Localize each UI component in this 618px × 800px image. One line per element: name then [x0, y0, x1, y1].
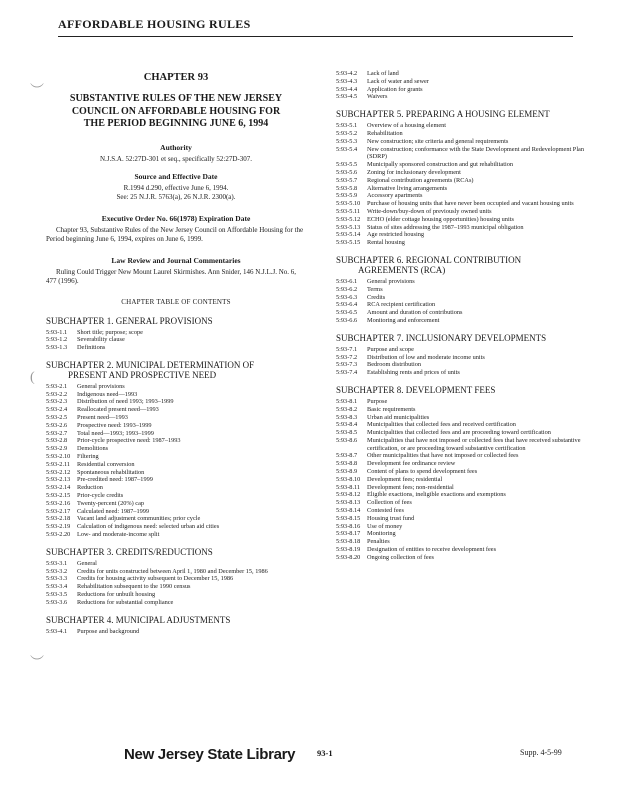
toc-entry [46, 336, 306, 344]
toc-entry [336, 301, 586, 309]
section-title: Indigenous need—1993 [77, 390, 138, 398]
toc-entry [336, 231, 586, 239]
section-title: Amount and duration of contributions [367, 309, 463, 317]
section-number: 5:93-2.14 [46, 484, 71, 492]
section-number: 5:93-8.19 [336, 546, 361, 554]
section-title: Basic requirements [367, 405, 416, 413]
section-title: Distribution of low and moderate income units [367, 353, 485, 361]
source-heading: Source and Effective Date [134, 171, 218, 181]
section-number: 5:93-2.19 [46, 523, 71, 531]
section-number: 5:93-5.8 [336, 184, 358, 192]
section-title: General [77, 559, 97, 567]
law-review-heading: Law Review and Journal Commentaries [111, 255, 241, 265]
toc-entry [46, 344, 306, 352]
section-title: Purpose [367, 397, 388, 405]
section-title: Application for grants [367, 85, 423, 93]
section-number: 5:93-8.1 [336, 397, 358, 405]
section-number: 5:93-2.3 [46, 398, 68, 406]
toc-entry [336, 452, 586, 460]
subchapter-heading: SUBCHAPTER 5. PREPARING A HOUSING ELEMENT [336, 109, 550, 120]
section-title: Designation of entities to receive development fees [367, 546, 497, 554]
toc-entry [336, 224, 586, 232]
section-number: 5:93-6.6 [336, 316, 358, 324]
margin-mark: ︶ [30, 656, 44, 671]
toc-entry [46, 445, 306, 453]
toc-entry [336, 161, 586, 169]
section-title: Reductions for unbuilt housing [77, 591, 156, 599]
section-title: Age restricted housing [367, 231, 425, 239]
section-number: 5:93-8.14 [336, 507, 361, 515]
supplement-date: Supp. 4-5-99 [520, 748, 562, 757]
section-title: Rehabilitation subsequent to the 1990 census [77, 583, 191, 591]
section-number: 5:93-2.15 [46, 492, 71, 500]
section-number: 5:93-4.1 [46, 627, 68, 635]
section-number: 5:93-2.13 [46, 476, 71, 484]
section-title: Overview of a housing element [367, 122, 447, 130]
law-review-text: Ruling Could Trigger New Mount Laurel Skirmishes. Ann Snider, 146 N.J.L.J. No. 6, 477 (1996). [46, 267, 297, 285]
section-title: New construction; conformance with the State Development and Redevelopment Plan (SDRP) [367, 145, 585, 161]
toc-entry [336, 546, 586, 554]
toc-entry [46, 515, 306, 523]
section-title: Credits for housing activity subsequent to December 15, 1986 [77, 575, 234, 583]
toc-entry [336, 309, 586, 317]
section-number: 5:93-5.6 [336, 168, 358, 176]
toc-entry [336, 406, 586, 414]
toc-entry [46, 398, 306, 406]
toc-entry [46, 492, 306, 500]
section-number: 5:93-3.4 [46, 583, 68, 591]
toc-entry [46, 422, 306, 430]
section-title: Terms [367, 285, 383, 293]
section-title: Low- and moderate-income split [77, 531, 160, 539]
toc-entry [336, 491, 586, 499]
section-number: 5:93-7.2 [336, 353, 358, 361]
section-number: 5:93-8.13 [336, 499, 361, 507]
toc-entry [336, 468, 586, 476]
section-number: 5:93-2.2 [46, 390, 68, 398]
source-line: R.1994 d.290, effective June 6, 1994. [123, 183, 229, 192]
section-title: Contested fees [367, 507, 404, 515]
toc-entry [336, 122, 586, 130]
section-number: 5:93-2.9 [46, 445, 68, 453]
toc-entry [336, 208, 586, 216]
section-number: 5:93-1.3 [46, 344, 68, 352]
section-number: 5:93-3.3 [46, 575, 68, 583]
section-title: Development fees; non-residential [367, 483, 454, 491]
toc-entry [46, 628, 306, 636]
exec-order-heading: Executive Order No. 66(1978) Expiration Date [101, 213, 251, 223]
toc-entry [46, 414, 306, 422]
section-title: New construction; site criteria and general requirements [367, 137, 509, 145]
section-number: 5:93-7.3 [336, 361, 358, 369]
toc-entry [336, 317, 586, 325]
section-number: 5:93-8.8 [336, 460, 358, 468]
section-title: Municipalities that collected fees and are proceeding toward certification [367, 429, 551, 437]
section-number: 5:93-2.4 [46, 406, 68, 414]
running-header [58, 14, 573, 37]
section-title: Purpose and background [77, 627, 140, 635]
toc-entry [336, 286, 586, 294]
subchapter-heading: SUBCHAPTER 1. GENERAL PROVISIONS [46, 315, 213, 326]
section-title: Monitoring and enforcement [367, 316, 440, 324]
toc-entry [336, 70, 586, 78]
toc-entry [336, 130, 586, 138]
toc-entry [336, 429, 586, 437]
section-number: 5:93-2.16 [46, 499, 71, 507]
section-title: Ongoing collection of fees [367, 553, 434, 561]
toc-entry [336, 530, 586, 538]
section-title: Content of plans to spend development fees [367, 468, 478, 476]
section-number: 5:93-5.7 [336, 176, 358, 184]
section-title: Present need—1993 [77, 414, 128, 422]
section-number: 5:93-2.5 [46, 414, 68, 422]
section-title: Reduction [77, 484, 103, 492]
section-title: Lack of water and sewer [367, 77, 429, 85]
toc-entry [46, 329, 306, 337]
section-number: 5:93-2.10 [46, 453, 71, 461]
toc-entry [46, 391, 306, 399]
section-title: Purchase of housing units that have never been occupied and vacant housing units [367, 200, 574, 208]
section-number: 5:93-8.2 [336, 405, 358, 413]
section-number: 5:93-5.15 [336, 239, 361, 247]
section-title: Severability clause [77, 336, 125, 344]
section-number: 5:93-2.7 [46, 429, 68, 437]
section-number: 5:93-5.12 [336, 215, 361, 223]
section-number: 5:93-5.3 [336, 137, 358, 145]
section-number: 5:93-5.9 [336, 192, 358, 200]
section-title: Purpose and scope [367, 345, 414, 353]
section-number: 5:93-8.5 [336, 429, 358, 437]
toc-entry [336, 294, 586, 302]
margin-mark: ︶ [30, 84, 44, 99]
section-title: Rental housing [367, 239, 405, 247]
toc-entry [336, 93, 586, 101]
chapter-title: SUBSTANTIVE RULES OF THE NEW JERSEY COUNCIL ON AFFORDABLE HOUSING FOR THE PERIOD BEGINNING JUNE 6, 1994 [69, 93, 283, 129]
toc-entry [336, 185, 586, 193]
section-number: 5:93-2.11 [46, 460, 71, 468]
subchapter-heading: SUBCHAPTER 4. MUNICIPAL ADJUSTMENTS [46, 614, 231, 625]
authority-text: N.J.S.A. 52:27D-301 et seq., specifically 52:27D-307. [99, 154, 253, 163]
section-number: 5:93-6.4 [336, 301, 358, 309]
section-title: Definitions [77, 344, 106, 352]
section-number: 5:93-1.1 [46, 328, 68, 336]
section-title: Alternative living arrangements [367, 184, 448, 192]
section-title: Waivers [367, 93, 388, 101]
section-title: Rehabilitation [367, 129, 403, 137]
section-title: Urban aid municipalities [367, 413, 430, 421]
subchapter-heading: SUBCHAPTER 2. MUNICIPAL DETERMINATION OF PRESENT AND PROSPECTIVE NEED [46, 359, 255, 380]
toc-entry [336, 398, 586, 406]
section-title: Spontaneous rehabilitation [77, 468, 145, 476]
toc-entry [336, 515, 586, 523]
section-title: Pre-credited need: 1987–1999 [77, 476, 153, 484]
subchapter-heading: SUBCHAPTER 6. REGIONAL CONTRIBUTION AGREEMENTS (RCA) [336, 254, 522, 275]
toc-entry [46, 560, 306, 568]
toc-entry [46, 453, 306, 461]
section-title: Prior-cycle credits [77, 492, 124, 500]
section-title: Bedroom distribution [367, 361, 422, 369]
toc-entry [46, 430, 306, 438]
section-number: 5:93-5.1 [336, 122, 358, 130]
toc-entry [46, 484, 306, 492]
toc-entry [336, 523, 586, 531]
toc-entry [336, 200, 586, 208]
section-title: Vacant land adjustment communities; prior cycle [77, 515, 201, 523]
section-title: Eligible exactions, ineligible exactions and exemptions [367, 491, 506, 499]
section-number: 5:93-8.20 [336, 553, 361, 561]
section-number: 5:93-7.1 [336, 345, 358, 353]
section-number: 5:93-6.5 [336, 309, 358, 317]
toc-entry [46, 461, 306, 469]
toc-continuation [336, 70, 586, 101]
toc-entry [46, 500, 306, 508]
section-title: Status of sites addressing the 1987–1993 municipal obligation [367, 223, 524, 231]
library-stamp: New Jersey State Library [124, 746, 296, 763]
section-number: 5:93-5.14 [336, 231, 361, 239]
section-title: Housing trust fund [367, 514, 415, 522]
section-number: 5:93-3.1 [46, 559, 68, 567]
section-title: Use of money [367, 522, 403, 530]
section-number: 5:93-6.2 [336, 285, 358, 293]
section-number: 5:93-5.11 [336, 207, 361, 215]
toc-entry [336, 354, 586, 362]
section-number: 5:93-2.12 [46, 468, 71, 476]
authority-heading: Authority [160, 142, 192, 152]
section-number: 5:93-5.13 [336, 223, 361, 231]
page-number: 93-1 [317, 748, 333, 758]
section-title: Other municipalities that have not imposed or collected fees [367, 452, 519, 460]
toc-entry [336, 369, 586, 377]
section-title: Municipalities that have not imposed or collected fees that have received substantive certification, or are proceeding toward substantive certification [367, 436, 581, 452]
toc-entry [336, 278, 586, 286]
toc-entry [46, 568, 306, 576]
toc-entry [336, 538, 586, 546]
section-number: 5:93-3.5 [46, 591, 68, 599]
section-title: Monitoring [367, 530, 396, 538]
running-title: AFFORDABLE HOUSING RULES [58, 17, 251, 31]
toc-entry [336, 78, 586, 86]
toc-entry [336, 146, 586, 162]
section-title: Calculated need: 1987–1999 [77, 507, 150, 515]
section-number: 5:93-2.17 [46, 507, 71, 515]
section-number: 5:93-2.8 [46, 437, 68, 445]
section-title: Filtering [77, 453, 99, 461]
toc-entry [336, 239, 586, 247]
toc-entry [336, 437, 586, 453]
section-number: 5:93-8.18 [336, 538, 361, 546]
section-number: 5:93-3.2 [46, 567, 68, 575]
toc-entry [336, 216, 586, 224]
toc-entry [336, 169, 586, 177]
section-number: 5:93-4.5 [336, 93, 358, 101]
section-number: 5:93-8.3 [336, 413, 358, 421]
section-number: 5:93-4.3 [336, 77, 358, 85]
toc-entry [336, 507, 586, 515]
section-title: General provisions [367, 277, 415, 285]
section-title: Calculation of indigenous need: selected urban aid cities [77, 523, 220, 531]
section-title: Reductions for substantial compliance [77, 598, 174, 606]
section-title: Total need—1993; 1993–1999 [77, 429, 154, 437]
toc-entry [46, 437, 306, 445]
toc-entry [46, 383, 306, 391]
section-title: Prior-cycle prospective need: 1987–1993 [77, 437, 181, 445]
section-title: Municipally sponsored construction and gut rehabilitation [367, 161, 514, 169]
section-number: 5:93-2.1 [46, 382, 68, 390]
toc-entry [46, 575, 306, 583]
toc-entry [336, 476, 586, 484]
toc-entry [336, 421, 586, 429]
left-column [46, 70, 306, 635]
toc-entry [46, 406, 306, 414]
section-number: 5:93-2.20 [46, 531, 71, 539]
section-number: 5:93-8.10 [336, 475, 361, 483]
toc-entry [336, 192, 586, 200]
section-title: RCA recipient certification [367, 301, 436, 309]
right-column [336, 70, 586, 562]
section-title: Distribution of need 1993; 1993–1999 [77, 398, 174, 406]
section-title: Credits for units constructed between April 1, 1980 and December 15, 1986 [77, 567, 268, 575]
toc-entry [336, 460, 586, 468]
section-number: 5:93-5.5 [336, 161, 358, 169]
toc-entry [46, 599, 306, 607]
section-number: 5:93-6.3 [336, 293, 358, 301]
toc-entry [46, 583, 306, 591]
toc-entry [46, 476, 306, 484]
subchapter-heading: SUBCHAPTER 3. CREDITS/REDUCTIONS [46, 546, 213, 557]
toc-heading: CHAPTER TABLE OF CONTENTS [121, 297, 231, 306]
section-number: 5:93-8.12 [336, 491, 361, 499]
toc-entry [336, 86, 586, 94]
source-line: See: 25 N.J.R. 5763(a), 26 N.J.R. 2300(a). [116, 192, 236, 201]
section-number: 5:93-7.4 [336, 369, 358, 377]
toc-entry [336, 554, 586, 562]
section-number: 5:93-5.10 [336, 200, 361, 208]
toc-entry [46, 531, 306, 539]
toc-entry [336, 138, 586, 146]
section-number: 5:93-4.4 [336, 85, 358, 93]
toc-entry [46, 508, 306, 516]
section-number: 5:93-6.1 [336, 277, 358, 285]
section-title: Prospective need: 1993–1999 [77, 421, 152, 429]
section-number: 5:93-8.15 [336, 514, 361, 522]
section-title: General provisions [77, 382, 125, 390]
toc-entry [336, 177, 586, 185]
toc-entry [46, 469, 306, 477]
section-title: Development fee ordinance review [367, 460, 456, 468]
section-number: 5:93-3.6 [46, 598, 68, 606]
section-number: 5:93-5.2 [336, 129, 358, 137]
subchapter-heading: SUBCHAPTER 8. DEVELOPMENT FEES [336, 384, 496, 395]
section-title: Lack of land [367, 70, 399, 77]
section-title: Twenty-percent (20%) cap [77, 499, 145, 507]
section-title: Municipalities that collected fees and received certification [367, 421, 516, 429]
section-title: Short title; purpose; scope [77, 328, 143, 336]
section-number: 5:93-8.16 [336, 522, 361, 530]
section-title: Accessory apartments [367, 192, 423, 200]
section-number: 5:93-2.18 [46, 515, 71, 523]
section-number: 5:93-4.2 [336, 70, 358, 77]
section-number: 5:93-8.17 [336, 530, 361, 538]
toc-entry [46, 591, 306, 599]
left-toc [46, 316, 306, 636]
section-number: 5:93-5.4 [336, 145, 358, 153]
section-title: Write-down/buy-down of previously owned units [367, 207, 492, 215]
section-number: 5:93-8.4 [336, 421, 358, 429]
section-title: Regional contribution agreements (RCAs) [367, 176, 474, 184]
section-title: Reallocated present need—1993 [77, 406, 159, 414]
toc-entry [336, 346, 586, 354]
section-title: Development fees; residential [367, 475, 443, 483]
section-number: 5:93-8.7 [336, 452, 358, 460]
section-number: 5:93-8.6 [336, 436, 358, 444]
toc-entry [336, 361, 586, 369]
subchapter-heading: SUBCHAPTER 7. INCLUSIONARY DEVELOPMENTS [336, 332, 547, 343]
toc-entry [336, 484, 586, 492]
section-title: Demolitions [77, 445, 109, 453]
section-title: Establishing rents and prices of units [367, 369, 460, 377]
section-title: Collection of fees [367, 499, 412, 507]
section-title: Residential conversion [77, 460, 135, 468]
exec-order-text: Chapter 93, Substantive Rules of the New Jersey Council on Affordable Housing for the Period beginning June 6, 1994, expires on June 6, 1999. [46, 225, 304, 243]
right-toc [336, 109, 586, 561]
toc-entry [46, 523, 306, 531]
section-number: 5:93-8.11 [336, 483, 361, 491]
toc-entry [336, 414, 586, 422]
margin-mark: ( [30, 370, 35, 385]
section-title: Credits [367, 293, 386, 301]
section-number: 5:93-2.6 [46, 421, 68, 429]
section-title: Zoning for inclusionary development [367, 168, 461, 176]
section-title: ECHO (elder cottage housing opportunities) housing units [367, 215, 514, 223]
section-number: 5:93-1.2 [46, 336, 68, 344]
toc-entry [336, 499, 586, 507]
section-number: 5:93-8.9 [336, 468, 358, 476]
section-title: Penalties [367, 538, 390, 546]
chapter-number: CHAPTER 93 [143, 72, 209, 83]
